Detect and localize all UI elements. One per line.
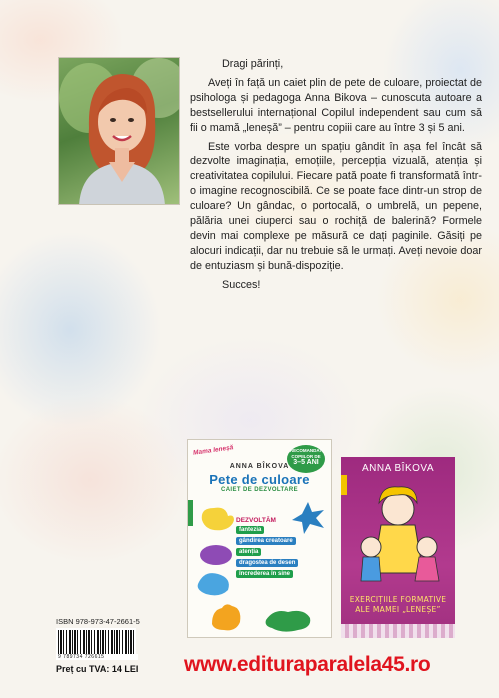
book-cover-exercitiile-formative [341,457,455,638]
barcode-number: 9 789734 726615 [56,654,138,660]
letter-text [190,57,482,293]
letter-greeting: Dragi părinți, [222,58,284,70]
publisher-website: www.edituraparalela45.ro [184,653,431,676]
age-badge-value: 3–5 ANI [293,459,319,466]
book2-title: EXERCIȚIILE FORMATIVE ALE MAMEI „LENEȘE” [349,595,447,614]
skills-heading: DEZVOLTĂM [236,517,276,524]
book1-title: Pete de culoare [209,472,310,487]
author-photo [58,57,180,205]
green-blob-illustration [262,604,314,634]
series-logo: Mama leneșă [192,444,234,457]
skill-item: încrederea în sine [236,570,293,578]
price-text: Preț cu TVA: 14 LEI [56,664,139,674]
author-portrait-image [59,58,180,205]
skill-item: gândirea creatoare [236,537,296,545]
isbn-text: ISBN 978-973-47-2661-5 [56,617,140,626]
book1-author: ANNA BÎKOVA [229,463,290,470]
book1-subtitle: CAIET DE DEZVOLTARE [220,487,299,493]
spine-mark [341,475,347,495]
skill-item: dragostea de desen [236,559,298,567]
letter-paragraph-1: Aveți în față un caiet plin de pete de culoare, proiectat de psihologa și pedagoga Anna Bikova – cunoscuta autoare a bestsellerului internațional Copilul independent sau cum să fii o mamă „leneșă” – pentru copiii care au între 3 și 5 ani. [190,76,482,134]
skills-list [236,517,326,581]
letter-closing: Succes! [222,278,261,291]
giraffe-blob-illustration [206,600,246,634]
blue-blob-illustration [194,568,234,598]
cover-pattern-strip [341,624,455,638]
book-cover-pete-de-culoare [187,439,332,638]
teapot-blob-illustration [196,502,236,534]
spine-mark [188,500,193,526]
skill-item: fantezia [236,526,264,534]
letter-paragraph-2: Este vorba despre un spațiu gândit în așa fel încât să dezvolte imaginația, emoțiile, percepția vizuală, atenția și creativitatea copilului. Fiecare pată poate fi transformată într-o imagine recognoscibilă. Ce se poate face dintr-un strop de culoare? Un gândac, o portocală, o umbrelă, un pepene, pălăria unei ciuperci sau o rochiță de balerină? Formele devin mai complexe pe măsură ce dați paginile. Găsiți pe alocuri indicații, dar nu trebuie să le urmați. Aveți nevoie doar de entuziasm și bună-dispoziție. [190,140,482,272]
purple-blob-illustration [196,540,236,570]
age-badge-top: RECOMANDAT COPIILOR DE [289,448,323,459]
book2-author: ANNA BÎKOVA [361,463,434,474]
skill-item: atenția [236,548,261,556]
family-drawing-illustration [351,481,445,591]
